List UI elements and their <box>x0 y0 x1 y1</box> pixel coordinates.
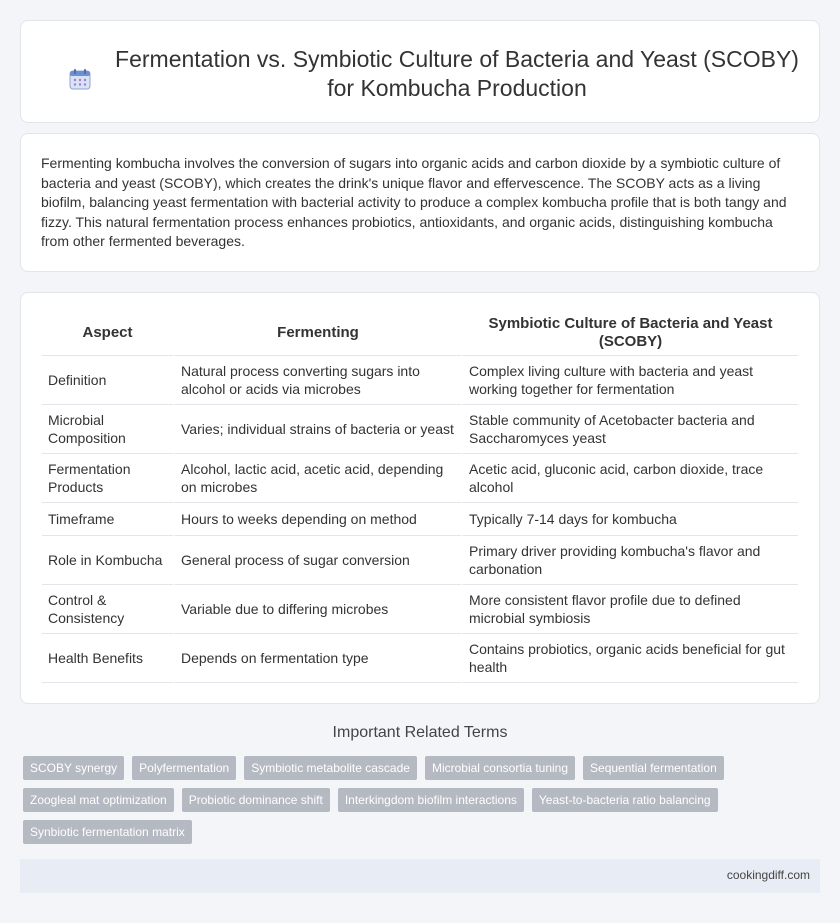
table-row <box>42 634 798 683</box>
row-scoby: Stable community of Acetobacter bacteria and Saccharomyces yeast <box>461 405 798 454</box>
row-scoby: Complex living culture with bacteria and yeast working together for fermentation <box>461 356 798 405</box>
related-term-tag[interactable]: SCOBY synergy <box>23 756 124 780</box>
footer-site-link[interactable]: cookingdiff.com <box>726 868 810 882</box>
row-scoby: Typically 7-14 days for kombucha <box>461 503 798 536</box>
header-fermenting: Fermenting <box>173 310 461 356</box>
related-term-tag[interactable]: Interkingdom biofilm interactions <box>338 788 524 812</box>
related-terms-list <box>23 756 783 852</box>
table-row <box>42 405 798 454</box>
table-row <box>42 585 798 634</box>
related-terms-title: Important Related Terms <box>332 724 508 741</box>
row-aspect: Timeframe <box>42 503 173 536</box>
intro-card <box>20 133 820 272</box>
row-fermenting: Natural process converting sugars into alcohol or acids via microbes <box>173 356 461 405</box>
table-header-row <box>42 310 798 356</box>
header-scoby: Symbiotic Culture of Bacteria and Yeast (SCOBY) <box>461 310 798 356</box>
comparison-table <box>42 310 798 683</box>
related-term-tag[interactable]: Polyfermentation <box>132 756 236 780</box>
table-row <box>42 356 798 405</box>
calendar-icon <box>69 68 91 90</box>
comparison-card <box>20 292 820 704</box>
row-aspect: Definition <box>42 356 173 405</box>
page-title: Fermentation vs. Symbiotic Culture of Bacteria and Yeast (SCOBY) for Kombucha Production <box>115 46 799 101</box>
related-term-tag[interactable]: Sequential fermentation <box>583 756 724 780</box>
row-fermenting: Variable due to differing microbes <box>173 585 461 634</box>
header-aspect: Aspect <box>42 310 173 356</box>
related-term-tag[interactable]: Probiotic dominance shift <box>182 788 330 812</box>
row-fermenting: Hours to weeks depending on method <box>173 503 461 536</box>
related-term-tag[interactable]: Synbiotic fermentation matrix <box>23 820 192 844</box>
row-scoby: More consistent flavor profile due to defined microbial symbiosis <box>461 585 798 634</box>
row-scoby: Acetic acid, gluconic acid, carbon dioxide, trace alcohol <box>461 454 798 503</box>
row-scoby: Primary driver providing kombucha's flavor and carbonation <box>461 536 798 585</box>
row-fermenting: Alcohol, lactic acid, acetic acid, depending on microbes <box>173 454 461 503</box>
footer <box>20 859 820 893</box>
row-aspect: Control & Consistency <box>42 585 173 634</box>
intro-paragraph: Fermenting kombucha involves the conversion of sugars into organic acids and carbon dioxide by a symbiotic culture of bacteria and yeast (SCOBY), which creates the drink's unique flavor and effervescence. The SCOBY acts as a living biofilm, balancing yeast fermentation with bacterial activity to produce a complex kombucha profile that is both tangy and fizzy. This natural fermentation process enhances probiotics, antioxidants, and organic acids, distinguishing kombucha from other fermented beverages. <box>41 155 787 250</box>
related-term-tag[interactable]: Microbial consortia tuning <box>425 756 575 780</box>
table-row <box>42 454 798 503</box>
row-fermenting: Varies; individual strains of bacteria or yeast <box>173 405 461 454</box>
row-scoby: Contains probiotics, organic acids beneficial for gut health <box>461 634 798 683</box>
table-row <box>42 503 798 536</box>
row-aspect: Microbial Composition <box>42 405 173 454</box>
related-term-tag[interactable]: Symbiotic metabolite cascade <box>244 756 417 780</box>
row-fermenting: General process of sugar conversion <box>173 536 461 585</box>
related-term-tag[interactable]: Zoogleal mat optimization <box>23 788 174 812</box>
title-card <box>20 20 820 123</box>
row-fermenting: Depends on fermentation type <box>173 634 461 683</box>
row-aspect: Fermentation Products <box>42 454 173 503</box>
row-aspect: Role in Kombucha <box>42 536 173 585</box>
table-row <box>42 536 798 585</box>
row-aspect: Health Benefits <box>42 634 173 683</box>
related-term-tag[interactable]: Yeast-to-bacteria ratio balancing <box>532 788 718 812</box>
